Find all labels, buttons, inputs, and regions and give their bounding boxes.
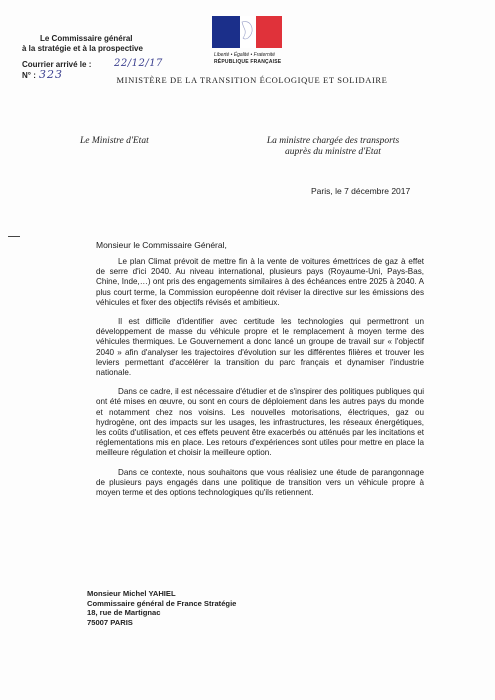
- recipient-address: [87, 589, 236, 627]
- flag-white-band: [240, 16, 256, 48]
- signatory-right-line-2: auprès du ministre d'Etat: [285, 147, 381, 157]
- place-and-date: Paris, le 7 décembre 2017: [311, 186, 411, 196]
- letter-body: [96, 257, 424, 507]
- recipient-street: 18, rue de Martignac: [87, 608, 161, 618]
- ministry-heading: MINISTÈRE DE LA TRANSITION ÉCOLOGIQUE ET SOLIDAIRE: [116, 75, 388, 85]
- stamp-courier-label: Courrier arrivé le :: [22, 60, 92, 69]
- reception-stamp: [22, 34, 172, 81]
- stamp-line-2: à la stratégie et à la prospective: [22, 44, 143, 53]
- republic-name: RÉPUBLIQUE FRANÇAISE: [214, 59, 282, 65]
- marianne-profile-icon: [240, 16, 256, 48]
- stamp-handwritten-date: 22/12/17: [114, 58, 163, 69]
- signatory-right: [258, 136, 408, 158]
- body-paragraph-3: Dans ce cadre, il est nécessaire d'étudier et de s'inspirer des politiques publiques qui ont été mises en œuvre, ou sont en cours de déploiement dans les autres pays du monde et notamment chez nos voisins. Les nouvelles motorisations, électriques, gaz ou hydrogène, ont des impacts sur les usages, les infrastructures, les réseaux énergétiques, les coûts d'utilisation, et ces effets peuvent être exacerbés ou atténués par les incitations et réglementations mis en place. Les retours d'expériences sont utiles pour mettre en place la meilleure régulation et choisir la meilleure option.: [96, 387, 424, 458]
- salutation: Monsieur le Commissaire Général,: [96, 240, 227, 250]
- flag-red-band: [256, 16, 282, 48]
- fold-mark: [8, 236, 20, 237]
- body-paragraph-1: Le plan Climat prévoit de mettre fin à la vente de voitures émettrices de gaz à effet de serre d'ici 2040. Au niveau international, plusieurs pays (Royaume-Uni, Pays-Bas, Chine, Inde,…) ont pris des engagements similaires à des échéances entre 2025 à 2040. A plus court terme, la Commission européenne doit réviser la directive sur les émissions des véhicules et fixer des objectifs révisés et ambitieux.: [96, 257, 424, 307]
- signatory-left: Le Ministre d'Etat: [80, 136, 149, 146]
- recipient-city: 75007 PARIS: [87, 617, 133, 627]
- body-paragraph-4: Dans ce contexte, nous souhaitons que vous réalisiez une étude de parangonnage de plusieurs pays engagés dans une politique de transition vers un véhicule propre à moyen terme et des options technologiques qu'ils retiennent.: [96, 467, 424, 498]
- republic-motto: Liberté • Égalité • Fraternité: [214, 52, 276, 58]
- stamp-line-1: Le Commissaire général: [40, 34, 133, 43]
- flag-blue-band: [212, 16, 240, 48]
- recipient-title: Commissaire général de France Stratégie: [87, 598, 237, 608]
- stamp-number-label: N° :: [22, 71, 36, 80]
- signatory-right-line-1: La ministre chargée des transports: [266, 136, 400, 146]
- recipient-name: Monsieur Michel YAHIEL: [87, 589, 176, 598]
- stamp-handwritten-number: 323: [39, 68, 63, 81]
- tricolor-flag-icon: [212, 16, 282, 48]
- body-paragraph-2: Il est difficile d'identifier avec certitude les technologies qui permettront un développement de masse du véhicule propre et le remplacement à moyen terme des véhicules thermiques. Le Gouvernement a donc lancé un groupe de travail sur « l'objectif 2040 » afin d'analyser les trajectoires d'évolution sur les différentes filières et trouver les leviers permettant d'accélérer la transition du parc français et dynamiser l'industrie nationale.: [96, 317, 424, 378]
